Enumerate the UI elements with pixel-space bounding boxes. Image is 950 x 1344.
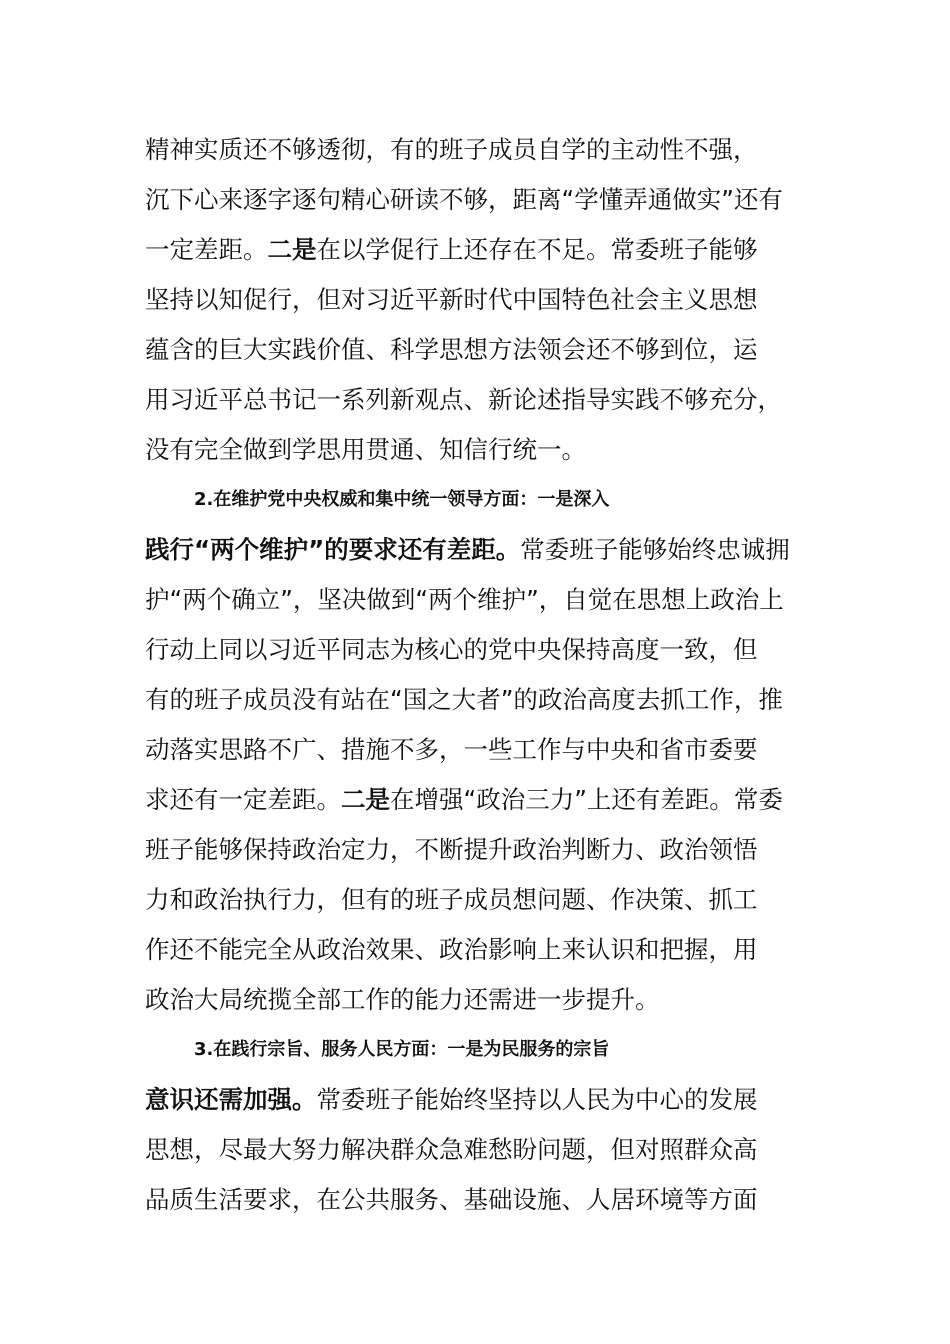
- text-line: 用习近平总书记一系列新观点、新论述指导实践不够充分，: [145, 385, 782, 414]
- text-line: 求还有一定差距。二是在增强“政治三力”上还有差距。常委: [145, 785, 783, 814]
- text-line: 践行“两个维护”的要求还有差距。常委班子能够始终忠诚拥: [145, 535, 790, 564]
- text-line: 动落实思路不广、措施不多，一些工作与中央和省市委要: [145, 735, 758, 764]
- section-heading: 2.在维护党中央权威和集中统一领导方面：一是深入: [194, 489, 610, 510]
- text-line: 力和政治执行力，但有的班子成员想问题、作决策、抓工: [145, 885, 758, 914]
- text-line: 没有完全做到学思用贯通、知信行统一。: [145, 435, 586, 464]
- text-line: 意识还需加强。常委班子能始终坚持以人民为中心的发展: [145, 1085, 758, 1114]
- text-line: 行动上同以习近平同志为核心的党中央保持高度一致，但: [145, 635, 758, 664]
- text-line: 一定差距。二是在以学促行上还存在不足。常委班子能够: [145, 235, 758, 264]
- text-line: 班子能够保持政治定力，不断提升政治判断力、政治领悟: [145, 835, 758, 864]
- text-line: 沉下心来逐字逐句精心研读不够，距离“学懂弄通做实”还有: [145, 185, 783, 214]
- text-line: 有的班子成员没有站在“国之大者”的政治高度去抓工作，推: [145, 685, 783, 714]
- text-line: 作还不能完全从政治效果、政治影响上来认识和把握，用: [145, 935, 758, 964]
- text-line: 蕴含的巨大实践价值、科学思想方法领会还不够到位，运: [145, 335, 758, 364]
- text-line: 政治大局统揽全部工作的能力还需进一步提升。: [145, 985, 660, 1014]
- text-line: 品质生活要求，在公共服务、基础设施、人居环境等方面: [145, 1185, 758, 1214]
- text-line: 坚持以知促行，但对习近平新时代中国特色社会主义思想: [145, 285, 758, 314]
- text-line: 思想，尽最大努力解决群众急难愁盼问题，但对照群众高: [145, 1135, 758, 1164]
- text-line: 精神实质还不够透彻，有的班子成员自学的主动性不强，: [145, 135, 758, 164]
- text-line: 护“两个确立”，坚决做到“两个维护”，自觉在思想上政治上: [145, 585, 784, 614]
- section-heading: 3.在践行宗旨、服务人民方面：一是为民服务的宗旨: [194, 1039, 610, 1060]
